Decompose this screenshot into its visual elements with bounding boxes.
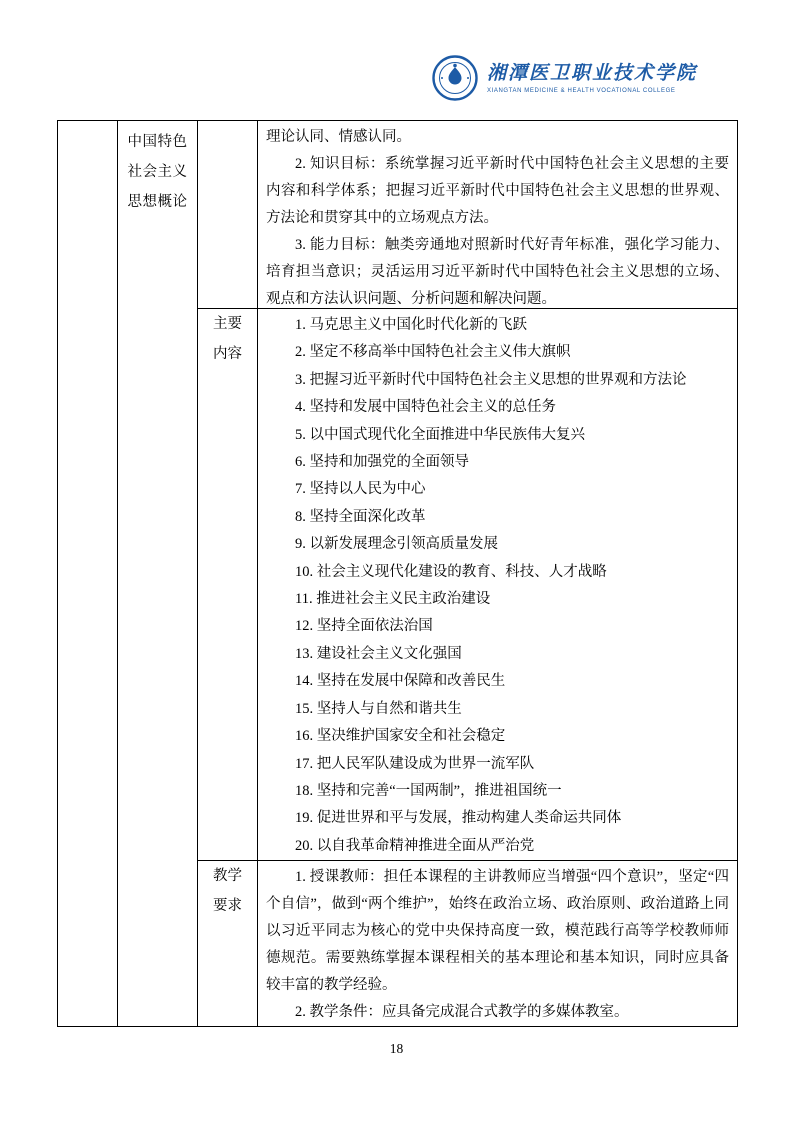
label-line: 主要 xyxy=(213,316,242,332)
college-name-en: XIANGTAN MEDICINE & HEALTH VOCATIONAL COLLEGE xyxy=(486,88,676,94)
content-item: 15. 坚持人与自然和谐共生 xyxy=(295,700,462,717)
course-title xyxy=(118,127,197,217)
college-name-zh: 湘潭医卫职业技术学院 xyxy=(486,63,697,84)
college-emblem-icon xyxy=(432,55,478,101)
content-item: 19. 促进世界和平与发展，推动构建人类命运共同体 xyxy=(295,810,622,827)
requirement-paragraph: 1. 授课教师：担任本课程的主讲教师应当增强“四个意识”，坚定“四个自信”，做到“两个维护”，始终在政治立场、政治原则、政治道路上同以习近平同志为核心的党中央保持高度一致，模范践行高等学校教师师德规范。需要熟练掌握本课程相关的基本理论和基本知识，同时应具备较丰富的教学经验。 xyxy=(266,869,729,993)
course-title-line: 社会主义 xyxy=(127,164,188,180)
content-item: 20. 以自我革命精神推进全面从严治党 xyxy=(295,837,535,854)
content-item: 14. 坚持在发展中保障和改善民生 xyxy=(295,673,506,690)
main-content-list xyxy=(266,312,729,860)
page-header xyxy=(432,55,697,101)
course-title-cell xyxy=(118,121,198,1027)
main-content-cell xyxy=(258,309,738,861)
course-title-line: 思想概论 xyxy=(127,194,188,210)
teaching-requirements-label xyxy=(198,861,257,921)
requirement-paragraph: 2. 教学条件：应具备完成混合式教学的多媒体教室。 xyxy=(295,1004,629,1020)
content-item: 2. 坚定不移高举中国特色社会主义伟大旗帜 xyxy=(295,344,571,361)
content-item: 4. 坚持和发展中国特色社会主义的总任务 xyxy=(295,399,556,416)
course-syllabus-table xyxy=(57,120,738,1027)
content-item: 12. 坚持全面依法治国 xyxy=(295,618,433,635)
course-title-line: 中国特色 xyxy=(127,134,188,150)
teaching-requirements-label-cell xyxy=(198,861,258,1027)
content-item: 7. 坚持以人民为中心 xyxy=(295,481,426,498)
content-item: 6. 坚持和加强党的全面领导 xyxy=(295,454,469,471)
content-item: 8. 坚持全面深化改革 xyxy=(295,508,426,525)
objectives-label-cell xyxy=(198,121,258,309)
label-line: 内容 xyxy=(213,346,242,362)
content-item: 11. 推进社会主义民主政治建设 xyxy=(295,591,491,608)
content-item: 16. 坚决维护国家安全和社会稳定 xyxy=(295,728,506,745)
college-logo xyxy=(487,62,697,94)
content-item: 13. 建设社会主义文化强国 xyxy=(295,645,462,662)
teaching-requirements-text xyxy=(266,864,729,1026)
content-item: 18. 坚持和完善“一国两制”，推进祖国统一 xyxy=(295,782,562,799)
content-item: 10. 社会主义现代化建设的教育、科技、人才战略 xyxy=(295,563,607,580)
objective-paragraph: 2. 知识目标：系统掌握习近平新时代中国特色社会主义思想的主要内容和科学体系；把握习近平新时代中国特色社会主义思想的世界观、方法论和贯穿其中的立场观点方法。 xyxy=(266,156,729,226)
empty-left-cell xyxy=(58,121,118,1027)
objectives-text xyxy=(266,124,729,308)
objectives-cell xyxy=(258,121,738,309)
page-number: 18 xyxy=(389,1041,404,1056)
page-footer xyxy=(0,1040,793,1058)
content-item: 3. 把握习近平新时代中国特色社会主义思想的世界观和方法论 xyxy=(295,371,687,388)
table-row-objectives xyxy=(58,121,738,309)
label-line: 要求 xyxy=(213,898,242,914)
label-line: 教学 xyxy=(213,868,242,884)
objective-paragraph: 理论认同、情感认同。 xyxy=(266,129,411,145)
content-item: 9. 以新发展理念引领高质量发展 xyxy=(295,536,498,553)
teaching-requirements-cell xyxy=(258,861,738,1027)
content-item: 1. 马克思主义中国化时代化新的飞跃 xyxy=(295,317,527,333)
objective-paragraph: 3. 能力目标：触类旁通地对照新时代好青年标准，强化学习能力、培育担当意识；灵活运用习近平新时代中国特色社会主义思想的立场、观点和方法认识问题、分析问题和解决问题。 xyxy=(266,237,729,307)
main-content-label xyxy=(198,309,257,369)
main-content-label-cell xyxy=(198,309,258,861)
content-item: 17. 把人民军队建设成为世界一流军队 xyxy=(295,755,535,772)
content-item: 5. 以中国式现代化全面推进中华民族伟大复兴 xyxy=(295,426,585,443)
